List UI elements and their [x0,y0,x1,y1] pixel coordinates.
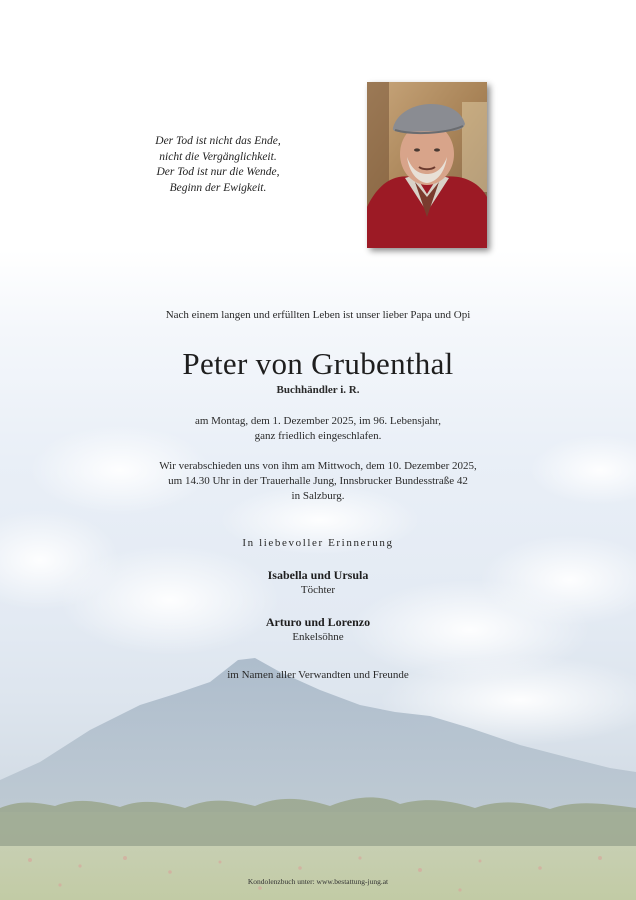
poem-line: Der Tod ist nicht das Ende, [155,135,281,147]
mourner-relation: Töchter [300,584,336,596]
death-line: ganz friedlich eingeschlafen. [254,430,382,442]
profession: Buchhändler i. R. [276,384,360,396]
relatives-text: im Namen aller Verwandten und Freunde [227,669,409,681]
portrait-photo [367,82,487,248]
intro-text: Nach einem langen und erfüllten Leben ist unser lieber Papa und Opi [165,309,471,321]
funeral-info [0,459,636,504]
mourner-name: Arturo und Lorenzo [265,615,371,629]
memory-heading: In liebevoller Erinnerung [242,537,394,549]
poem-line: Der Tod ist nur die Wende, [156,166,280,178]
deceased-name: Peter von Grubenthal [182,346,454,381]
funeral-line: in Salzburg. [291,490,345,502]
poem-line: Beginn der Ewigkeit. [169,181,267,194]
funeral-line: um 14.30 Uhr in der Trauerhalle Jung, Innsbrucker Bundesstraße 42 [168,475,468,487]
funeral-line: Wir verabschieden uns von ihm am Mittwoch, dem 10. Dezember 2025, [159,460,477,472]
death-line: am Montag, dem 1. Dezember 2025, im 96. Lebensjahr, [194,415,442,427]
condolence-link[interactable]: Kondolenzbuch unter: www.bestattung-jung.at [247,877,389,886]
mourner-name: Isabella und Ursula [267,568,369,582]
poem-line: nicht die Vergänglichkeit. [159,150,277,163]
poem [118,134,318,196]
death-info [0,414,636,444]
mourner-relation: Enkelsöhne [292,631,344,643]
